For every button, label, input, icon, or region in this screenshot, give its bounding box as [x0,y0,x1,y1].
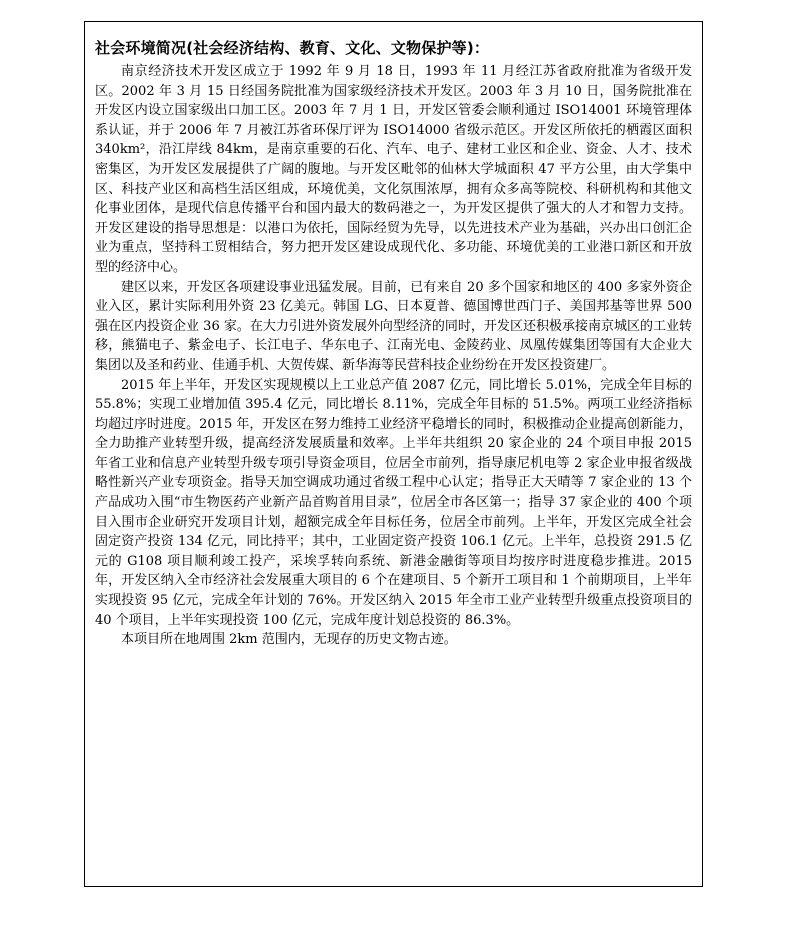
paragraph-economy-2015: 2015 年上半年，开发区实现规模以上工业总产值 2087 亿元，同比增长 5.01%，完成全年目标的 55.8%；实现工业增加值 395.4 亿元，同比增长 8.11%，完成全年目标的 51.5%。两项工业经济指标均超过序时进度。2015 年，开发区在努力维持工业经济平稳增长的同时，积极推动企业提高创新能力，全力助推产业转型升级，提高经济发展质量和效率。上半年共组织 20 家企业的 24 个项目申报 2015 年省工业和信息产业转型升级专项引导资金项目，位居全市前列，指导康尼机电等 2 家企业申报省级战略性新兴产业专项资金。指导天加空调成功通过省级工程中心认定；指导正大天晴等 7 家企业的 13 个产品成功入围“市生物医药产业新产品首购首用目录”，位居全市各区第一；指导 37 家企业的 400 个项目入围市企业研究开发项目计划，超额完成全年目标任务，位居全市前列。上半年，开发区完成全社会固定资产投资 134 亿元，同比持平；其中，工业固定资产投资 106.1 亿元。上半年，总投资 291.5 亿元的 G108 项目顺利竣工投产，采埃孚转向系统、新港金融街等项目均按序时进度稳步推进。2015 年，开发区纳入全市经济社会发展重大项目的 6 个在建项目、5 个新开工项目和 1 个前期项目，上半年实现投资 95 亿元，完成全年计划的 76%。开发区纳入 2015 年全市工业产业转型升级重点投资项目的 40 个项目，上半年实现投资 100 亿元，完成年度计划总投资的 86.3%。 [95,377,692,628]
document-frame [84,21,703,887]
paragraph-cultural-relics: 本项目所在地周围 2km 范围内，无现存的历史文物古迹。 [121,632,457,648]
paragraph-development: 建区以来，开发区各项建设事业迅猛发展。目前，已有来自 20 多个国家和地区的 400 多家外资企业入区，累计实际利用外资 23 亿美元。韩国 LG、日本夏普、德国博世西门子、美国邦基等世界 500 强在区内投资企业 36 家。在大力引进外资发展外向型经济的同时，开发区还积极承接南京城区的工业转移，熊猫电子、紫金电子、长江电子、华东电子、江南光电、金陵药业、凤凰传媒集团等国有大企业大集团以及圣和药业、佳通手机、大贺传媒、新华海等民营科技企业纷纷在开发区投资建厂。 [95,279,692,373]
paragraph-overview: 南京经济技术开发区成立于 1992 年 9 月 18 日，1993 年 11 月经江苏省政府批准为省级开发区。2002 年 3 月 15 日经国务院批准为国家级经济技术开发区。2003 年 3 月 10 日，国务院批准在开发区内设立国家级出口加工区。2003 年 7 月 1 日，开发区管委会顺利通过 ISO14001 环境管理体系认证，并于 2006 年 7 月被江苏省环保厅评为 ISO14000 省级示范区。开发区所依托的栖霞区面积 340km²，沿江岸线 84km，是南京重要的石化、汽车、电子、建材工业区和企业、资金、人才、技术密集区，为开发区发展提供了广阔的腹地。与开发区毗邻的仙林大学城面积 47 平方公里，由大学集中区、科技产业区和高档生活区组成，环境优美，文化氛围浓厚，拥有众多高等院校、科研机构和其他文化事业团体，是现代信息传播平台和国内最大的数码港之一，为开发区提供了强大的人才和智力支持。开发区建设的指导思想是：以港口为依托，国际经贸为先导，以先进技术产业为基础，兴办出口创汇企业为重点，坚持科工贸相结合，努力把开发区建设成现代化、多功能、环境优美的工业港口新区和开放型的经济中心。 [95,64,693,275]
section-heading: 社会环境简况(社会经济结构、教育、文化、文物保护等)： [95,39,490,57]
